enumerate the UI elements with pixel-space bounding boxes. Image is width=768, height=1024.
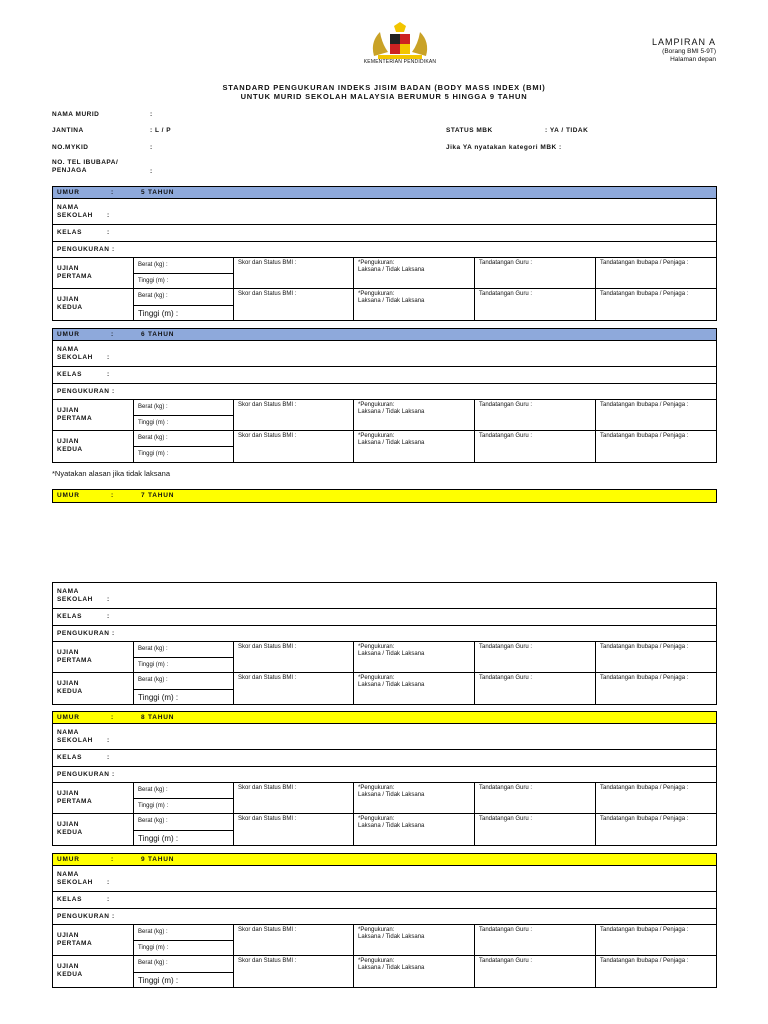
pertama-label: PERTAMA	[57, 798, 93, 805]
jantina-label: JANTINA	[52, 127, 84, 134]
pengukuran-label: PENGUKURAN :	[57, 246, 115, 253]
mykid-label: NO.MYKID	[52, 144, 89, 151]
laksana-option: Laksana / Tidak Laksana	[358, 965, 425, 971]
berat-field[interactable]: Berat (kg) :	[134, 925, 233, 941]
laksana-field[interactable]	[354, 258, 475, 289]
ujian-grid	[53, 642, 716, 704]
laksana-option: Laksana / Tidak Laksana	[358, 409, 425, 415]
laksana-option: Laksana / Tidak Laksana	[358, 440, 425, 446]
tinggi-field[interactable]: Tinggi (m) :	[138, 975, 179, 985]
ukuran-kedua	[134, 814, 234, 845]
form-title-line1: STANDARD PENGUKURAN INDEKS JISIM BADAN (BODY MASS INDEX (BMI)	[222, 83, 546, 92]
sekolah-label: SEKOLAH	[57, 212, 93, 219]
berat-field[interactable]: Berat (kg) :	[134, 814, 233, 831]
ujian-label: UJIAN	[57, 438, 80, 445]
pengukuran-label: PENGUKURAN :	[57, 913, 115, 920]
tandatangan-ibubapa-field[interactable]: Tandatangan Ibubapa / Penjaga :	[600, 958, 689, 964]
pengukuran-star: *Pengukuran:	[358, 644, 395, 650]
tinggi-field[interactable]: Tinggi (m) :	[138, 833, 179, 843]
kelas-label: KELAS	[57, 613, 83, 620]
age-value: 8 TAHUN	[141, 714, 175, 721]
nama-sekolah-row	[53, 866, 716, 892]
nama-sekolah-row	[53, 341, 716, 367]
tandatangan-guru-field[interactable]: Tandatangan Guru :	[475, 400, 596, 431]
umur-label: UMUR	[57, 492, 80, 499]
skor-field[interactable]: Skor dan Status BMI :	[234, 814, 354, 845]
status-mbk-value: : YA / TIDAK	[545, 127, 589, 134]
tandatangan-ibubapa-field[interactable]: Tandatangan Ibubapa / Penjaga :	[600, 433, 689, 439]
skor-field[interactable]: Skor dan Status BMI :	[234, 925, 354, 956]
age-header-9	[53, 854, 716, 866]
ujian-kedua-label	[53, 814, 134, 845]
kelas-row	[53, 609, 716, 626]
skor-field[interactable]: Skor dan Status BMI :	[234, 642, 354, 673]
tandatangan-ibubapa-field[interactable]: Tandatangan Ibubapa / Penjaga :	[600, 291, 689, 297]
pengukuran-star: *Pengukuran:	[358, 958, 395, 964]
nama-sekolah-colon: :	[107, 879, 110, 886]
tandatangan-ibubapa-field[interactable]: Tandatangan Ibubapa / Penjaga :	[596, 400, 716, 431]
tinggi-field[interactable]: Tinggi (m) :	[138, 277, 169, 284]
age-value: 5 TAHUN	[141, 189, 175, 196]
sekolah-label: SEKOLAH	[57, 596, 93, 603]
nama-sekolah-label	[57, 729, 93, 745]
age-header-8	[53, 712, 716, 724]
halaman-label: Halaman depan	[670, 56, 716, 63]
tinggi-field[interactable]: Tinggi (m) :	[138, 692, 179, 702]
pengukuran-star: *Pengukuran:	[358, 927, 395, 933]
tinggi-field[interactable]: Tinggi (m) :	[138, 451, 169, 457]
ujian-kedua-label	[53, 431, 134, 462]
age-header-6	[53, 329, 716, 341]
age-block-7-header	[52, 489, 717, 503]
laksana-field[interactable]	[354, 400, 475, 431]
skor-field[interactable]: Skor dan Status BMI :	[234, 400, 354, 431]
nama-sekolah-row	[53, 583, 716, 609]
umur-colon: :	[111, 856, 114, 863]
skor-field[interactable]: Skor dan Status BMI :	[234, 258, 354, 289]
ujian-grid	[53, 783, 716, 845]
skor-field[interactable]: Skor dan Status BMI :	[234, 431, 354, 462]
ukuran-pertama	[134, 783, 234, 814]
ujian-pertama-label	[53, 258, 134, 289]
laksana-field[interactable]	[354, 431, 475, 462]
tel-label-line2: PENJAGA	[52, 167, 87, 174]
ujian-grid	[53, 400, 716, 462]
ukuran-pertama	[134, 925, 234, 956]
tandatangan-ibubapa-field[interactable]: Tandatangan Ibubapa / Penjaga :	[596, 925, 716, 956]
nama-label: NAMA	[57, 588, 79, 595]
pertama-label: PERTAMA	[57, 273, 93, 280]
tandatangan-ibubapa-field[interactable]: Tandatangan Ibubapa / Penjaga :	[596, 642, 716, 673]
kelas-colon: :	[107, 613, 110, 620]
age-value: 7 TAHUN	[141, 492, 175, 499]
kedua-label: KEDUA	[57, 446, 83, 453]
kelas-label: KELAS	[57, 229, 83, 236]
ujian-pertama-label	[53, 925, 134, 956]
ujian-label: UJIAN	[57, 296, 80, 303]
tinggi-field[interactable]: Tinggi (m) :	[138, 944, 169, 951]
tel-label-line1: NO. TEL IBUBAPA/	[52, 159, 119, 166]
ujian-label: UJIAN	[57, 680, 80, 687]
ujian-pertama-label	[53, 400, 134, 431]
laksana-field[interactable]	[354, 673, 475, 704]
pengukuran-label: PENGUKURAN :	[57, 388, 115, 395]
tinggi-field[interactable]: Tinggi (m) :	[138, 308, 179, 318]
age-block-6	[52, 328, 717, 463]
mbk-category-note: Jika YA nyatakan kategori MBK :	[446, 144, 562, 151]
tandatangan-guru-field[interactable]: Tandatangan Guru :	[475, 431, 596, 462]
pengukuran-star: *Pengukuran:	[358, 433, 395, 439]
kelas-colon: :	[107, 896, 110, 903]
nama-sekolah-colon: :	[107, 596, 110, 603]
berat-field[interactable]: Berat (kg) :	[134, 289, 233, 306]
berat-field[interactable]: Berat (kg) :	[134, 956, 233, 973]
tandatangan-guru-field[interactable]: Tandatangan Guru :	[475, 673, 596, 704]
nama-sekolah-label	[57, 346, 93, 362]
nama-sekolah-label	[57, 588, 93, 604]
laksana-field[interactable]	[354, 783, 475, 814]
nama-sekolah-colon: :	[107, 737, 110, 744]
nama-sekolah-colon: :	[107, 212, 110, 219]
status-mbk-label: STATUS MBK	[446, 127, 493, 134]
ukuran-kedua	[134, 431, 234, 462]
sekolah-label: SEKOLAH	[57, 879, 93, 886]
jantina-value: : L / P	[150, 127, 172, 134]
kelas-colon: :	[107, 371, 110, 378]
ukuran-pertama	[134, 258, 234, 289]
pengukuran-star: *Pengukuran:	[358, 816, 395, 822]
berat-field[interactable]: Berat (kg) :	[134, 400, 233, 416]
tandatangan-ibubapa-field[interactable]: Tandatangan Ibubapa / Penjaga :	[600, 816, 689, 822]
nama-sekolah-label	[57, 871, 93, 887]
pengukuran-row	[53, 767, 716, 783]
nama-sekolah-row	[53, 724, 716, 750]
ukuran-kedua	[134, 956, 234, 987]
ujian-label: UJIAN	[57, 649, 80, 656]
ujian-grid	[53, 258, 716, 320]
skor-field[interactable]: Skor dan Status BMI :	[234, 956, 354, 987]
laksana-option: Laksana / Tidak Laksana	[358, 823, 425, 829]
berat-field[interactable]: Berat (kg) :	[134, 258, 233, 274]
berat-field[interactable]: Berat (kg) :	[134, 431, 233, 447]
tinggi-field[interactable]: Tinggi (m) :	[138, 419, 169, 426]
kelas-row	[53, 892, 716, 909]
kedua-label: KEDUA	[57, 688, 83, 695]
ujian-pertama-label	[53, 783, 134, 814]
kedua-label: KEDUA	[57, 971, 83, 978]
sekolah-label: SEKOLAH	[57, 737, 93, 744]
umur-label: UMUR	[57, 714, 80, 721]
kelas-label: KELAS	[57, 371, 83, 378]
alasan-note: *Nyatakan alasan jika tidak laksana	[52, 469, 170, 478]
kedua-label: KEDUA	[57, 829, 83, 836]
tandatangan-guru-field[interactable]: Tandatangan Guru :	[475, 814, 596, 845]
ujian-label: UJIAN	[57, 407, 80, 414]
tandatangan-ibubapa-field[interactable]: Tandatangan Ibubapa / Penjaga :	[596, 258, 716, 289]
tandatangan-ibubapa-field[interactable]: Tandatangan Ibubapa / Penjaga :	[600, 675, 689, 681]
age-block-9	[52, 853, 717, 988]
pengukuran-label: PENGUKURAN :	[57, 630, 115, 637]
laksana-field[interactable]	[354, 956, 475, 987]
nama-sekolah-colon: :	[107, 354, 110, 361]
laksana-option: Laksana / Tidak Laksana	[358, 298, 425, 304]
age-header-5	[53, 187, 716, 199]
laksana-option: Laksana / Tidak Laksana	[358, 934, 425, 940]
jata-negara-crest-icon	[368, 22, 432, 62]
ukuran-pertama	[134, 400, 234, 431]
tandatangan-guru-field[interactable]: Tandatangan Guru :	[475, 258, 596, 289]
ujian-grid	[53, 925, 716, 987]
pertama-label: PERTAMA	[57, 940, 93, 947]
ukuran-kedua	[134, 289, 234, 320]
pengukuran-star: *Pengukuran:	[358, 785, 395, 791]
kelas-colon: :	[107, 754, 110, 761]
sekolah-label: SEKOLAH	[57, 354, 93, 361]
tel-label	[52, 159, 118, 175]
age-block-5	[52, 186, 717, 321]
pengukuran-star: *Pengukuran:	[358, 260, 395, 266]
tandatangan-ibubapa-field[interactable]: Tandatangan Ibubapa / Penjaga :	[596, 783, 716, 814]
age-value: 6 TAHUN	[141, 331, 175, 338]
pengukuran-row	[53, 384, 716, 400]
age-value: 9 TAHUN	[141, 856, 175, 863]
tel-colon: :	[150, 168, 153, 175]
borang-label: (Borang BMI 5-9T)	[662, 48, 716, 55]
tinggi-field[interactable]: Tinggi (m) :	[138, 661, 169, 668]
nama-sekolah-label	[57, 204, 93, 220]
age-header-7	[53, 490, 716, 502]
berat-field[interactable]: Berat (kg) :	[134, 642, 233, 658]
umur-colon: :	[111, 492, 114, 499]
ukuran-pertama	[134, 642, 234, 673]
nama-label: NAMA	[57, 346, 79, 353]
age-block-7	[52, 582, 717, 705]
kelas-label: KELAS	[57, 754, 83, 761]
skor-field[interactable]: Skor dan Status BMI :	[234, 783, 354, 814]
form-title-line2: UNTUK MURID SEKOLAH MALAYSIA BERUMUR 5 HINGGA 9 TAHUN	[240, 92, 528, 101]
laksana-option: Laksana / Tidak Laksana	[358, 267, 425, 273]
umur-label: UMUR	[57, 331, 80, 338]
umur-label: UMUR	[57, 856, 80, 863]
ujian-label: UJIAN	[57, 932, 80, 939]
laksana-field[interactable]	[354, 289, 475, 320]
ujian-pertama-label	[53, 642, 134, 673]
tandatangan-guru-field[interactable]: Tandatangan Guru :	[475, 925, 596, 956]
lampiran-label: LAMPIRAN A	[651, 37, 716, 47]
tandatangan-guru-field[interactable]: Tandatangan Guru :	[475, 642, 596, 673]
umur-colon: :	[111, 189, 114, 196]
tinggi-field[interactable]: Tinggi (m) :	[138, 802, 169, 809]
nama-label: NAMA	[57, 729, 79, 736]
pengukuran-star: *Pengukuran:	[358, 402, 395, 408]
kelas-row	[53, 367, 716, 384]
kelas-colon: :	[107, 229, 110, 236]
skor-field[interactable]: Skor dan Status BMI :	[234, 673, 354, 704]
umur-label: UMUR	[57, 189, 80, 196]
nama-murid-label: NAMA MURID	[52, 111, 100, 118]
laksana-option: Laksana / Tidak Laksana	[358, 792, 425, 798]
ujian-kedua-label	[53, 956, 134, 987]
ujian-label: UJIAN	[57, 790, 80, 797]
laksana-field[interactable]	[354, 642, 475, 673]
age-block-8	[52, 711, 717, 846]
nama-sekolah-row	[53, 199, 716, 225]
nama-label: NAMA	[57, 204, 79, 211]
ukuran-kedua	[134, 673, 234, 704]
crest-caption: KEMENTERIAN PENDIDIKAN	[363, 59, 437, 65]
pengukuran-row	[53, 242, 716, 258]
lampiran-header	[652, 38, 716, 64]
ujian-label: UJIAN	[57, 265, 80, 272]
laksana-field[interactable]	[354, 925, 475, 956]
pengukuran-star: *Pengukuran:	[358, 291, 395, 297]
pengukuran-label: PENGUKURAN :	[57, 771, 115, 778]
berat-field[interactable]: Berat (kg) :	[134, 673, 233, 690]
kedua-label: KEDUA	[57, 304, 83, 311]
pengukuran-star: *Pengukuran:	[358, 675, 395, 681]
laksana-option: Laksana / Tidak Laksana	[358, 651, 425, 657]
kelas-row	[53, 225, 716, 242]
pertama-label: PERTAMA	[57, 415, 93, 422]
ujian-kedua-label	[53, 673, 134, 704]
umur-colon: :	[111, 714, 114, 721]
nama-label: NAMA	[57, 871, 79, 878]
nama-murid-colon: :	[150, 111, 153, 118]
ujian-label: UJIAN	[57, 821, 80, 828]
pengukuran-row	[53, 626, 716, 642]
tandatangan-guru-field[interactable]: Tandatangan Guru :	[475, 783, 596, 814]
ujian-label: UJIAN	[57, 963, 80, 970]
tandatangan-guru-field[interactable]: Tandatangan Guru :	[475, 289, 596, 320]
laksana-option: Laksana / Tidak Laksana	[358, 682, 425, 688]
pengukuran-row	[53, 909, 716, 925]
kelas-label: KELAS	[57, 896, 83, 903]
ujian-kedua-label	[53, 289, 134, 320]
tandatangan-guru-field[interactable]: Tandatangan Guru :	[475, 956, 596, 987]
kelas-row	[53, 750, 716, 767]
skor-field[interactable]: Skor dan Status BMI :	[234, 289, 354, 320]
mykid-colon: :	[150, 144, 153, 151]
berat-field[interactable]: Berat (kg) :	[134, 783, 233, 799]
laksana-field[interactable]	[354, 814, 475, 845]
umur-colon: :	[111, 331, 114, 338]
pertama-label: PERTAMA	[57, 657, 93, 664]
